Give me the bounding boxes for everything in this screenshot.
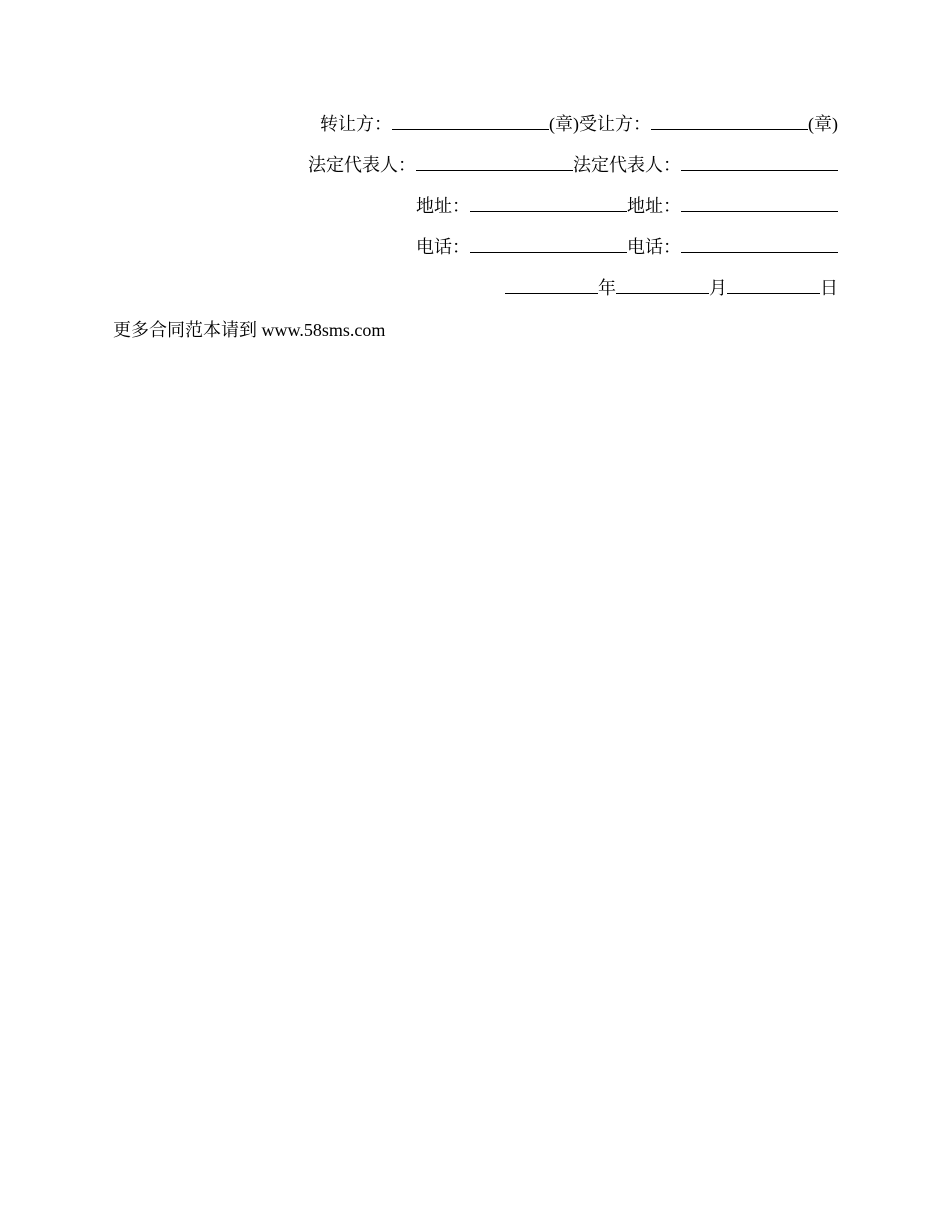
footer-text: 更多合同范本请到 www.58sms.com [113,320,386,340]
legal-rep-label-2: 法定代表人： [573,155,681,175]
transferor-label: 转让方： [320,114,392,134]
party-row [238,110,838,151]
month-label: 月 [709,278,727,298]
phone-blank-2 [681,234,838,253]
month-blank [616,275,709,294]
legal-rep-row [238,151,838,192]
address-row [238,192,838,233]
address-label-2: 地址： [627,196,681,216]
legal-rep-blank-2 [681,152,838,171]
phone-label-2: 电话： [627,237,681,257]
seal-label-1: (章) [549,114,579,134]
transferor-blank [392,111,549,130]
transferee-blank [651,111,808,130]
date-row [238,274,838,315]
legal-rep-label-1: 法定代表人： [308,155,416,175]
seal-label-2: (章) [808,114,838,134]
day-blank [727,275,820,294]
transferee-label: 受让方： [579,114,651,134]
phone-row [238,233,838,274]
address-blank-2 [681,193,838,212]
address-blank-1 [470,193,627,212]
phone-label-1: 电话： [416,237,470,257]
year-blank [505,275,598,294]
day-label: 日 [820,278,838,298]
address-label-1: 地址： [416,196,470,216]
legal-rep-blank-1 [416,152,573,171]
signature-block [238,110,838,315]
phone-blank-1 [470,234,627,253]
year-label: 年 [598,278,616,298]
